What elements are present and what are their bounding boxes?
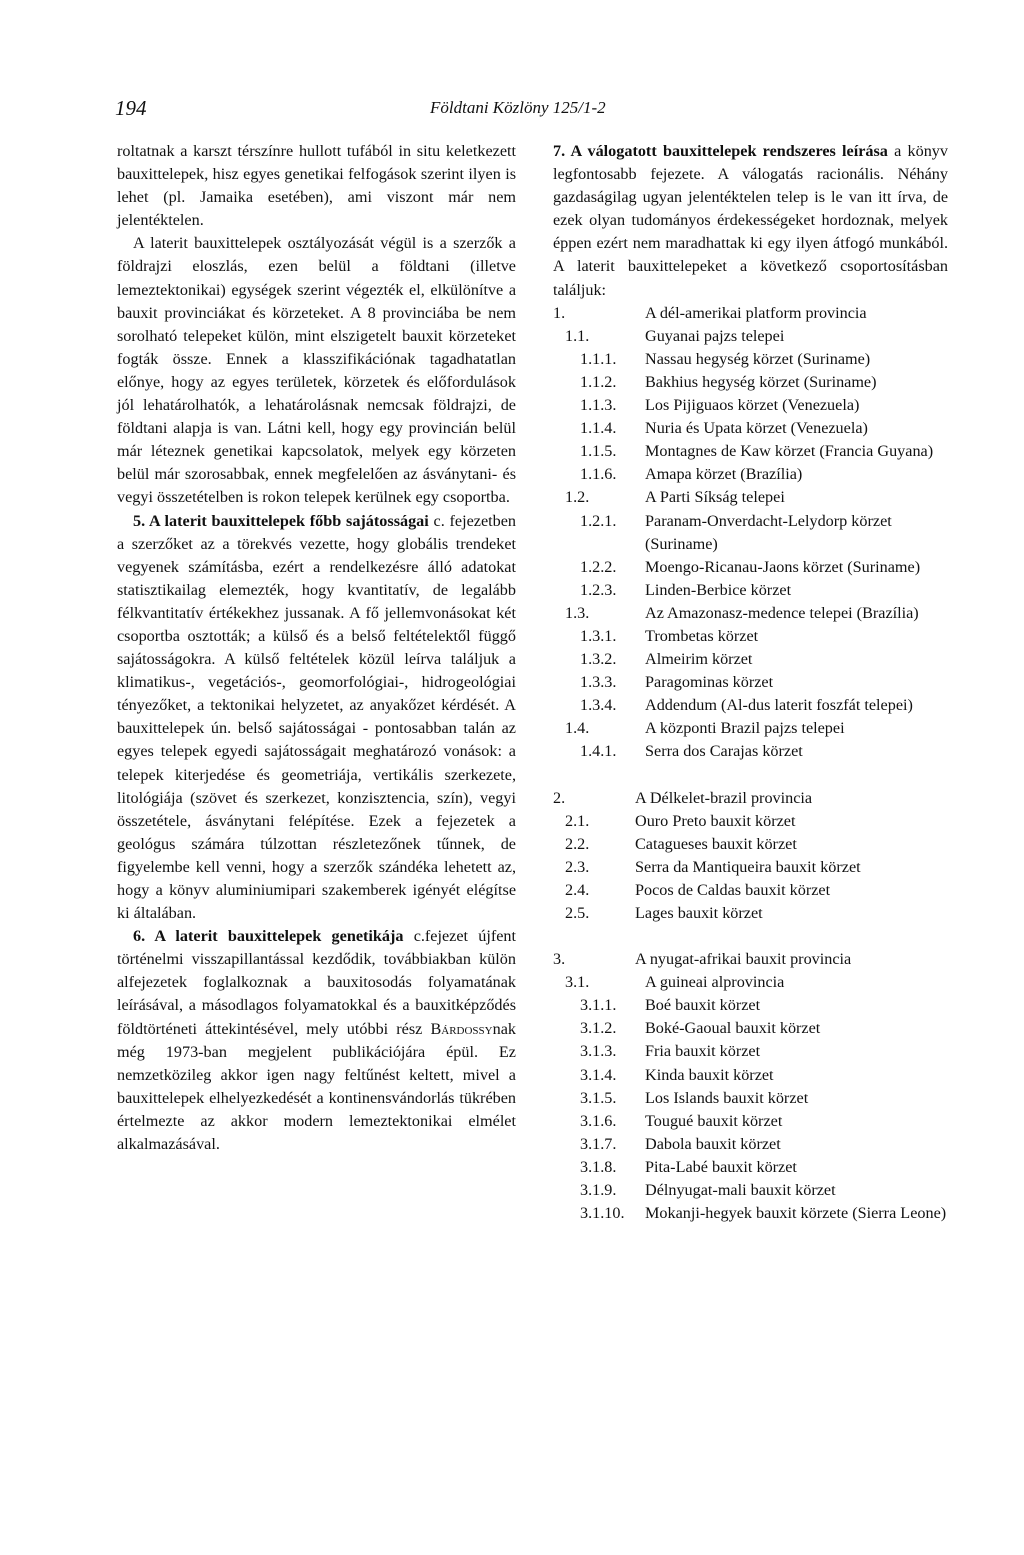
item-number: 3.1.5. bbox=[580, 1088, 617, 1107]
item-number: 3.1.2. bbox=[580, 1019, 617, 1038]
list-item bbox=[553, 1202, 948, 1225]
item-text: Los Islands bauxit körzet bbox=[645, 1088, 809, 1107]
item-number: 3.1.3. bbox=[580, 1042, 617, 1061]
list-item bbox=[553, 394, 948, 417]
page-number: 194 bbox=[115, 96, 147, 120]
item-number: 3.1.10. bbox=[580, 1204, 625, 1223]
paragraph: 6. A laterit bauxittelepek genetikája c.fejezet újfent történelmi visszapillantással kezdődik, továbbiakban külön alfejezetek foglalkoznak a bauxitosodás folyamatának leírásával, a másodlagos folyamatokkal és a bauxitképződés földtörténeti áttekintésével, mely utóbbi rész Bárdossynak még 1973-ban megjelent publikációjára épül. Ez nemzetközileg akkor igen nagy feltűnést keltett, mivel a bauxittelepek elhelyezkedését a kontinensvándorlás tükrében értelmezte az akkor modern lemeztektonikai elmélet alkalmazásával. bbox=[117, 927, 516, 1154]
item-text: Paragominas körzet bbox=[645, 673, 774, 692]
item-text: Délnyugat-mali bauxit körzet bbox=[645, 1181, 836, 1200]
item-text: Amapa körzet (Brazília) bbox=[645, 465, 803, 484]
item-number: 3.1. bbox=[565, 973, 590, 992]
item-number: 1.2.1. bbox=[580, 511, 617, 530]
item-text: Boké-Gaoual bauxit körzet bbox=[645, 1019, 821, 1038]
item-number: 2.1. bbox=[565, 811, 590, 830]
list-item bbox=[553, 717, 948, 740]
list-item bbox=[553, 348, 948, 371]
section-heading: 7. A válogatott bauxittelepek rendszeres leírása bbox=[553, 142, 888, 160]
list-item bbox=[553, 671, 948, 694]
item-number: 1.3.1. bbox=[580, 626, 617, 645]
left-column bbox=[117, 140, 516, 1156]
item-number: 2.3. bbox=[565, 857, 590, 876]
item-number: 1.4. bbox=[565, 719, 590, 738]
item-number: 1.1.1. bbox=[580, 349, 617, 368]
item-text: Bakhius hegység körzet (Suriname) bbox=[645, 372, 877, 391]
item-text: Montagnes de Kaw körzet (Francia Guyana) bbox=[645, 442, 934, 461]
item-number: 1.1.5. bbox=[580, 442, 617, 461]
item-number: 3.1.6. bbox=[580, 1111, 617, 1130]
list-item bbox=[553, 879, 948, 902]
item-number: 1.1.6. bbox=[580, 465, 617, 484]
list-item bbox=[553, 1017, 948, 1040]
paragraph: 5. A laterit bauxittelepek főbb sajátosságai c. fejezetben a szerzőket az a törekvés vezette, hogy globális trendeket vegyenek számításba, ezért a rendelkezésre álló adatokat statisztikailag elemezték, hogy kvantitatív, de legalább félkvantitatív értékekhez jussanak. A fő jellemvonásokat két csoportba osztották; a külső és a belső feltételektől függő sajátosságokra. A külső feltételek közül leírva találjuk a klimatikus-, vegetációs-, geomorfológiai-, hidrogeológiai tényezőket, a tektonikai helyzetet, az anyakőzet kérdését. A bauxittelepek ún. belső sajátosságai - pontosabban talán az egyes telepek egyedi sajátosságait meghatározó vonások: a telepek kiterjedése és geometriája, vertikális szerkezete, litológiája (szövet és szerkezet, konzisztencia, szín), vegyi összetétele, ásványtani felépítése. Ezek a fejezetek a geológus számára túlzottan részletezőnek tűnnek, de figyelembe kell venni, hogy a szerzők szándéka lehetett az, hogy a könyv aluminiumipari szakemberek igényét elégítse ki általában. bbox=[117, 511, 517, 923]
list-item bbox=[553, 371, 948, 394]
item-number: 3.1.8. bbox=[580, 1157, 617, 1176]
item-number: 2.2. bbox=[565, 834, 590, 853]
item-text: Pita-Labé bauxit körzet bbox=[645, 1157, 797, 1176]
list-item bbox=[553, 856, 948, 879]
list-item bbox=[553, 463, 948, 486]
list-item bbox=[553, 302, 948, 325]
paragraph: 7. A válogatott bauxittelepek rendszeres leírása a könyv legfontosabb fejezete. A válogatás racionális. Néhány gazdaságilag ugyan jelentéktelen telep is le van itt írva, de ezek olyan tudományos érdekességeket hordoznak, melyek éppen ezért nem maradhattak ki egy ilyen átfogó munkából. A laterit bauxittelepeket a következő csoportosításban találjuk: bbox=[553, 142, 948, 299]
item-text: Trombetas körzet bbox=[645, 626, 759, 645]
list-item bbox=[553, 694, 948, 717]
list-item bbox=[553, 417, 948, 440]
paragraph: roltatnak a karszt térszínre hullott tufából in situ keletkezett bauxittelepek, hisz egyes genetikai felfogások szerint ilyen is lehet (pl. Jamaika esetében), ami viszont már nem jelentéktelen. bbox=[117, 142, 516, 230]
item-text: Pocos de Caldas bauxit körzet bbox=[635, 880, 831, 899]
item-text: Nuria és Upata körzet (Venezuela) bbox=[645, 419, 868, 438]
item-number: 1.1.2. bbox=[580, 372, 617, 391]
section-heading: 5. A laterit bauxittelepek főbb sajátosságai bbox=[133, 511, 429, 530]
item-text: Ouro Preto bauxit körzet bbox=[635, 811, 796, 830]
list-item bbox=[553, 510, 948, 556]
list-item bbox=[553, 1087, 948, 1110]
item-text: Los Pijiguaos körzet (Venezuela) bbox=[645, 396, 860, 415]
list-item bbox=[553, 833, 948, 856]
item-number: 1.2.3. bbox=[580, 580, 617, 599]
item-text: Boé bauxit körzet bbox=[645, 996, 761, 1015]
list-item bbox=[553, 1064, 948, 1087]
paragraph: A laterit bauxittelepek osztályozását végül is a szerzők a földrajzi eloszlás, ezen belül a földtani (illetve lemeztektonikai) egységek szerint végezték el, elkülönítve a bauxit provinciákat és körzeteket. A 8 provinciába be nem sorolható telepeket külön, mint elszigetelt bauxit körzeteket fogták össze. Ennek a klasszifikációnak tagadhatatlan előnye, hogy az egyes területek, körzetek és előfordulások jól lehatárolhatók, a lehatárolásnak nemcsak földrajzi, de földtani alapja is van. Látni kell, hogy egy provincián belül már léteznek genetikai kapcsolatok, melyek egy körzeten belül már szorosabbak, ennek megfelelően az ásványtani- és vegyi összetételben is rokon telepek kerülnek egy csoportba. bbox=[117, 234, 516, 507]
list-item bbox=[553, 648, 948, 671]
item-text: Dabola bauxit körzet bbox=[645, 1134, 781, 1153]
item-text: Almeirim körzet bbox=[645, 650, 753, 669]
section-heading: 6. A laterit bauxittelepek genetikája bbox=[133, 927, 404, 946]
list-item bbox=[553, 625, 948, 648]
item-text: A központi Brazil pajzs telepei bbox=[645, 719, 845, 738]
item-number: 1.4.1. bbox=[580, 742, 617, 761]
page-header bbox=[0, 96, 1024, 126]
list-item bbox=[553, 1040, 948, 1063]
item-number: 1.3.4. bbox=[580, 696, 617, 715]
item-text: Az Amazonasz-medence telepei (Brazília) bbox=[645, 603, 919, 622]
list-item bbox=[553, 325, 948, 348]
list-item bbox=[553, 787, 948, 810]
list-item bbox=[553, 994, 948, 1017]
item-text: Serra da Mantiqueira bauxit körzet bbox=[635, 857, 861, 876]
item-number: 3.1.1. bbox=[580, 996, 617, 1015]
item-text: Nassau hegység körzet (Suriname) bbox=[645, 349, 871, 368]
item-text: Mokanji-hegyek bauxit körzete (Sierra Leone) bbox=[645, 1204, 947, 1223]
item-number: 1.1.3. bbox=[580, 396, 617, 415]
list-item bbox=[553, 1110, 948, 1133]
author-name: Bárdossy bbox=[430, 1019, 493, 1038]
list-item bbox=[553, 486, 948, 509]
list-item bbox=[553, 810, 948, 833]
item-text: Catagueses bauxit körzet bbox=[635, 834, 797, 853]
item-number: 2.5. bbox=[565, 904, 590, 922]
item-number: 2. bbox=[553, 788, 566, 807]
item-text: A dél-amerikai platform provincia bbox=[645, 303, 867, 322]
list-item bbox=[553, 440, 948, 463]
item-text: Tougué bauxit körzet bbox=[645, 1111, 783, 1130]
item-number: 2.4. bbox=[565, 880, 590, 899]
list-item bbox=[553, 1156, 948, 1179]
list-item bbox=[553, 740, 948, 763]
item-number: 3. bbox=[553, 950, 566, 969]
item-text: Moengo-Ricanau-Jaons körzet (Suriname) bbox=[645, 557, 921, 576]
item-text: Linden-Berbice körzet bbox=[645, 580, 792, 599]
item-number: 1. bbox=[553, 303, 566, 322]
list-item bbox=[553, 1133, 948, 1156]
item-text: A guineai alprovincia bbox=[645, 973, 785, 992]
classification-list bbox=[553, 302, 948, 764]
item-number: 1.2. bbox=[565, 488, 590, 507]
classification-list bbox=[553, 948, 948, 1225]
list-item bbox=[553, 1179, 948, 1202]
list-item bbox=[553, 971, 948, 994]
right-column bbox=[553, 140, 948, 1225]
item-number: 3.1.4. bbox=[580, 1065, 617, 1084]
item-number: 1.3.3. bbox=[580, 673, 617, 692]
list-item bbox=[553, 556, 948, 579]
item-number: 1.2.2. bbox=[580, 557, 617, 576]
item-number: 1.1. bbox=[565, 326, 590, 345]
item-text: Kinda bauxit körzet bbox=[645, 1065, 774, 1084]
item-text: Guyanai pajzs telepei bbox=[645, 326, 785, 345]
item-text: Serra dos Carajas körzet bbox=[645, 742, 803, 761]
item-number: 3.1.9. bbox=[580, 1181, 617, 1200]
list-item bbox=[553, 602, 948, 625]
item-number: 1.1.4. bbox=[580, 419, 617, 438]
item-text: A Parti Síkság telepei bbox=[645, 488, 785, 507]
item-text: Fria bauxit körzet bbox=[645, 1042, 761, 1061]
item-text: Paranam-Onverdacht-Lelydorp körzet (Suriname) bbox=[645, 511, 892, 553]
classification-list bbox=[553, 787, 948, 926]
item-text: A Délkelet-brazil provincia bbox=[635, 788, 813, 807]
item-number: 1.3. bbox=[565, 603, 590, 622]
item-number: 3.1.7. bbox=[580, 1134, 617, 1153]
item-text: Lages bauxit körzet bbox=[635, 904, 763, 922]
list-item bbox=[553, 948, 948, 971]
item-text: Addendum (Al-dus laterit foszfát telepei) bbox=[645, 696, 913, 715]
journal-title: Földtani Közlöny 125/1-2 bbox=[430, 98, 606, 117]
item-text: A nyugat-afrikai bauxit provincia bbox=[635, 950, 852, 969]
list-item bbox=[553, 579, 948, 602]
list-item bbox=[553, 902, 948, 925]
item-number: 1.3.2. bbox=[580, 650, 617, 669]
